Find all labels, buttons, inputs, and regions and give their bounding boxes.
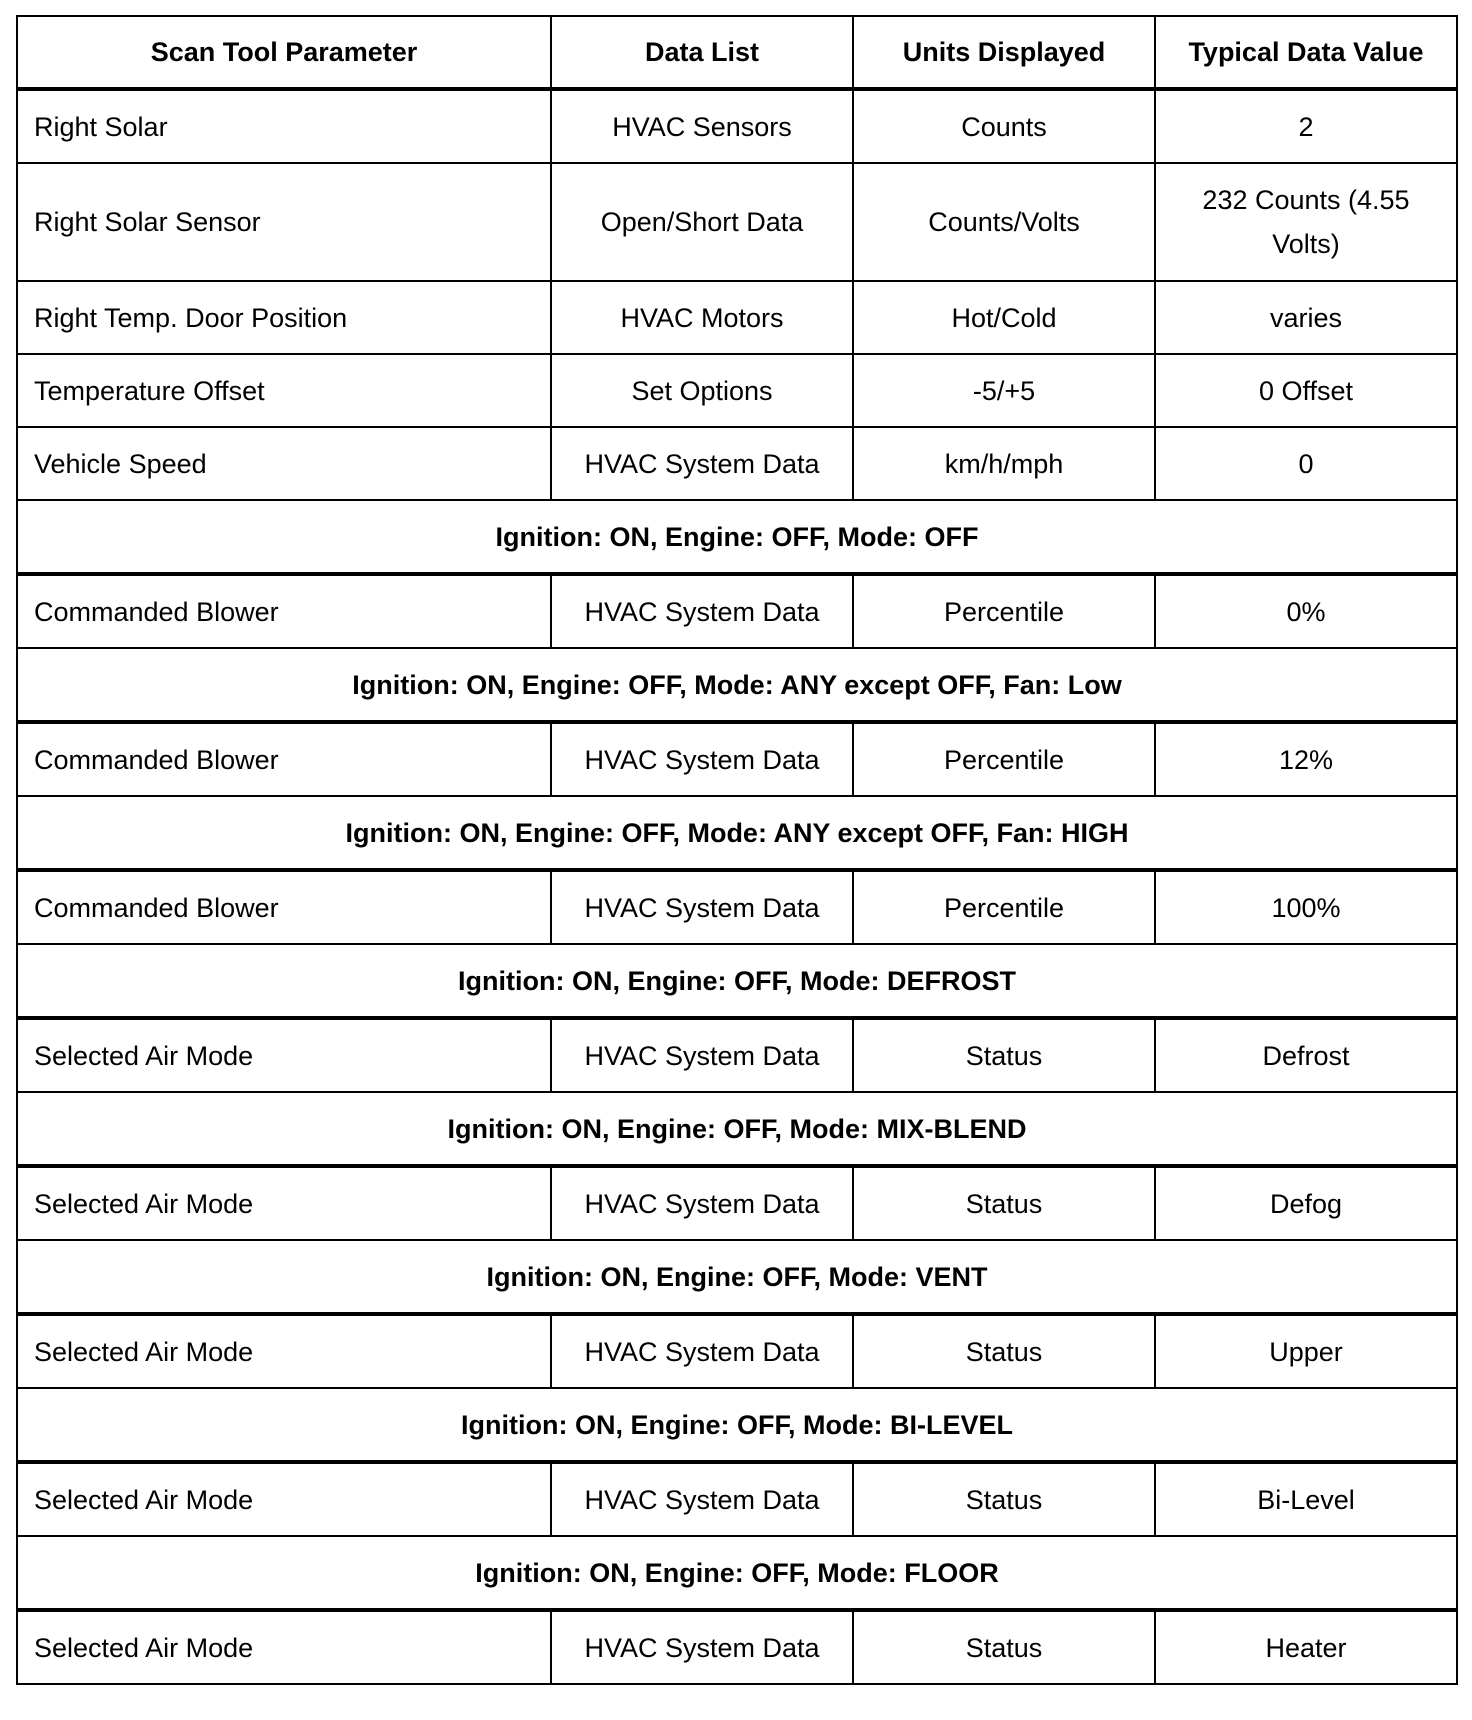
param-cell: Selected Air Mode — [17, 1018, 551, 1092]
header-scan-tool-parameter: Scan Tool Parameter — [17, 16, 551, 89]
table-row — [17, 870, 1457, 944]
units-cell: Percentile — [853, 870, 1155, 944]
table-row — [17, 574, 1457, 648]
condition-text: Ignition: ON, Engine: OFF, Mode: MIX-BLEND — [17, 1092, 1457, 1166]
condition-row — [17, 648, 1457, 722]
header-row — [17, 16, 1457, 89]
table-row — [17, 1166, 1457, 1240]
param-cell: Selected Air Mode — [17, 1166, 551, 1240]
typical-value-cell: 232 Counts (4.55 Volts) — [1155, 163, 1457, 281]
typical-value-cell: Defog — [1155, 1166, 1457, 1240]
table-row — [17, 1314, 1457, 1388]
typical-value-cell: varies — [1155, 281, 1457, 354]
units-cell: Status — [853, 1018, 1155, 1092]
condition-text: Ignition: ON, Engine: OFF, Mode: FLOOR — [17, 1536, 1457, 1610]
typical-value-cell: 100% — [1155, 870, 1457, 944]
typical-value-cell: 0 — [1155, 427, 1457, 500]
param-cell: Selected Air Mode — [17, 1610, 551, 1684]
data-list-cell: HVAC Sensors — [551, 89, 853, 163]
typical-value-cell: 0 Offset — [1155, 354, 1457, 427]
table-row — [17, 1610, 1457, 1684]
param-cell: Selected Air Mode — [17, 1462, 551, 1536]
typical-value-cell: Bi-Level — [1155, 1462, 1457, 1536]
param-cell: Commanded Blower — [17, 870, 551, 944]
condition-text: Ignition: ON, Engine: OFF, Mode: VENT — [17, 1240, 1457, 1314]
table-body — [17, 89, 1457, 1684]
scan-tool-data-table — [16, 15, 1458, 1685]
table-row — [17, 281, 1457, 354]
table-row — [17, 1018, 1457, 1092]
header-data-list: Data List — [551, 16, 853, 89]
units-cell: Counts — [853, 89, 1155, 163]
header-typical-data-value: Typical Data Value — [1155, 16, 1457, 89]
param-cell: Selected Air Mode — [17, 1314, 551, 1388]
table-row — [17, 427, 1457, 500]
units-cell: Status — [853, 1610, 1155, 1684]
data-list-cell: HVAC System Data — [551, 1166, 853, 1240]
param-cell: Commanded Blower — [17, 722, 551, 796]
typical-value-cell: 0% — [1155, 574, 1457, 648]
condition-row — [17, 1240, 1457, 1314]
table-row — [17, 89, 1457, 163]
data-list-cell: HVAC System Data — [551, 1314, 853, 1388]
units-cell: Counts/Volts — [853, 163, 1155, 281]
condition-text: Ignition: ON, Engine: OFF, Mode: ANY except OFF, Fan: Low — [17, 648, 1457, 722]
param-cell: Right Temp. Door Position — [17, 281, 551, 354]
table-row — [17, 1462, 1457, 1536]
units-cell: Status — [853, 1166, 1155, 1240]
units-cell: Hot/Cold — [853, 281, 1155, 354]
table-row — [17, 354, 1457, 427]
condition-row — [17, 1092, 1457, 1166]
data-list-cell: HVAC System Data — [551, 574, 853, 648]
table-row — [17, 722, 1457, 796]
units-cell: Percentile — [853, 722, 1155, 796]
data-list-cell: HVAC System Data — [551, 722, 853, 796]
units-cell: km/h/mph — [853, 427, 1155, 500]
condition-row — [17, 1388, 1457, 1462]
data-list-cell: HVAC System Data — [551, 1610, 853, 1684]
param-cell: Right Solar Sensor — [17, 163, 551, 281]
condition-text: Ignition: ON, Engine: OFF, Mode: BI-LEVEL — [17, 1388, 1457, 1462]
condition-row — [17, 500, 1457, 574]
typical-value-cell: Defrost — [1155, 1018, 1457, 1092]
units-cell: Status — [853, 1462, 1155, 1536]
data-list-cell: HVAC System Data — [551, 1462, 853, 1536]
data-list-cell: Set Options — [551, 354, 853, 427]
typical-value-cell: Upper — [1155, 1314, 1457, 1388]
condition-text: Ignition: ON, Engine: OFF, Mode: OFF — [17, 500, 1457, 574]
param-cell: Vehicle Speed — [17, 427, 551, 500]
condition-row — [17, 944, 1457, 1018]
typical-value-cell: 12% — [1155, 722, 1457, 796]
units-cell: Percentile — [853, 574, 1155, 648]
data-list-cell: HVAC System Data — [551, 427, 853, 500]
typical-value-cell: 2 — [1155, 89, 1457, 163]
units-cell: -5/+5 — [853, 354, 1155, 427]
data-list-cell: HVAC System Data — [551, 870, 853, 944]
typical-value-cell: Heater — [1155, 1610, 1457, 1684]
condition-row — [17, 796, 1457, 870]
param-cell: Right Solar — [17, 89, 551, 163]
condition-text: Ignition: ON, Engine: OFF, Mode: ANY except OFF, Fan: HIGH — [17, 796, 1457, 870]
condition-text: Ignition: ON, Engine: OFF, Mode: DEFROST — [17, 944, 1457, 1018]
param-cell: Temperature Offset — [17, 354, 551, 427]
data-list-cell: HVAC Motors — [551, 281, 853, 354]
header-units-displayed: Units Displayed — [853, 16, 1155, 89]
data-list-cell: HVAC System Data — [551, 1018, 853, 1092]
condition-row — [17, 1536, 1457, 1610]
data-list-cell: Open/Short Data — [551, 163, 853, 281]
table-row — [17, 163, 1457, 281]
units-cell: Status — [853, 1314, 1155, 1388]
param-cell: Commanded Blower — [17, 574, 551, 648]
